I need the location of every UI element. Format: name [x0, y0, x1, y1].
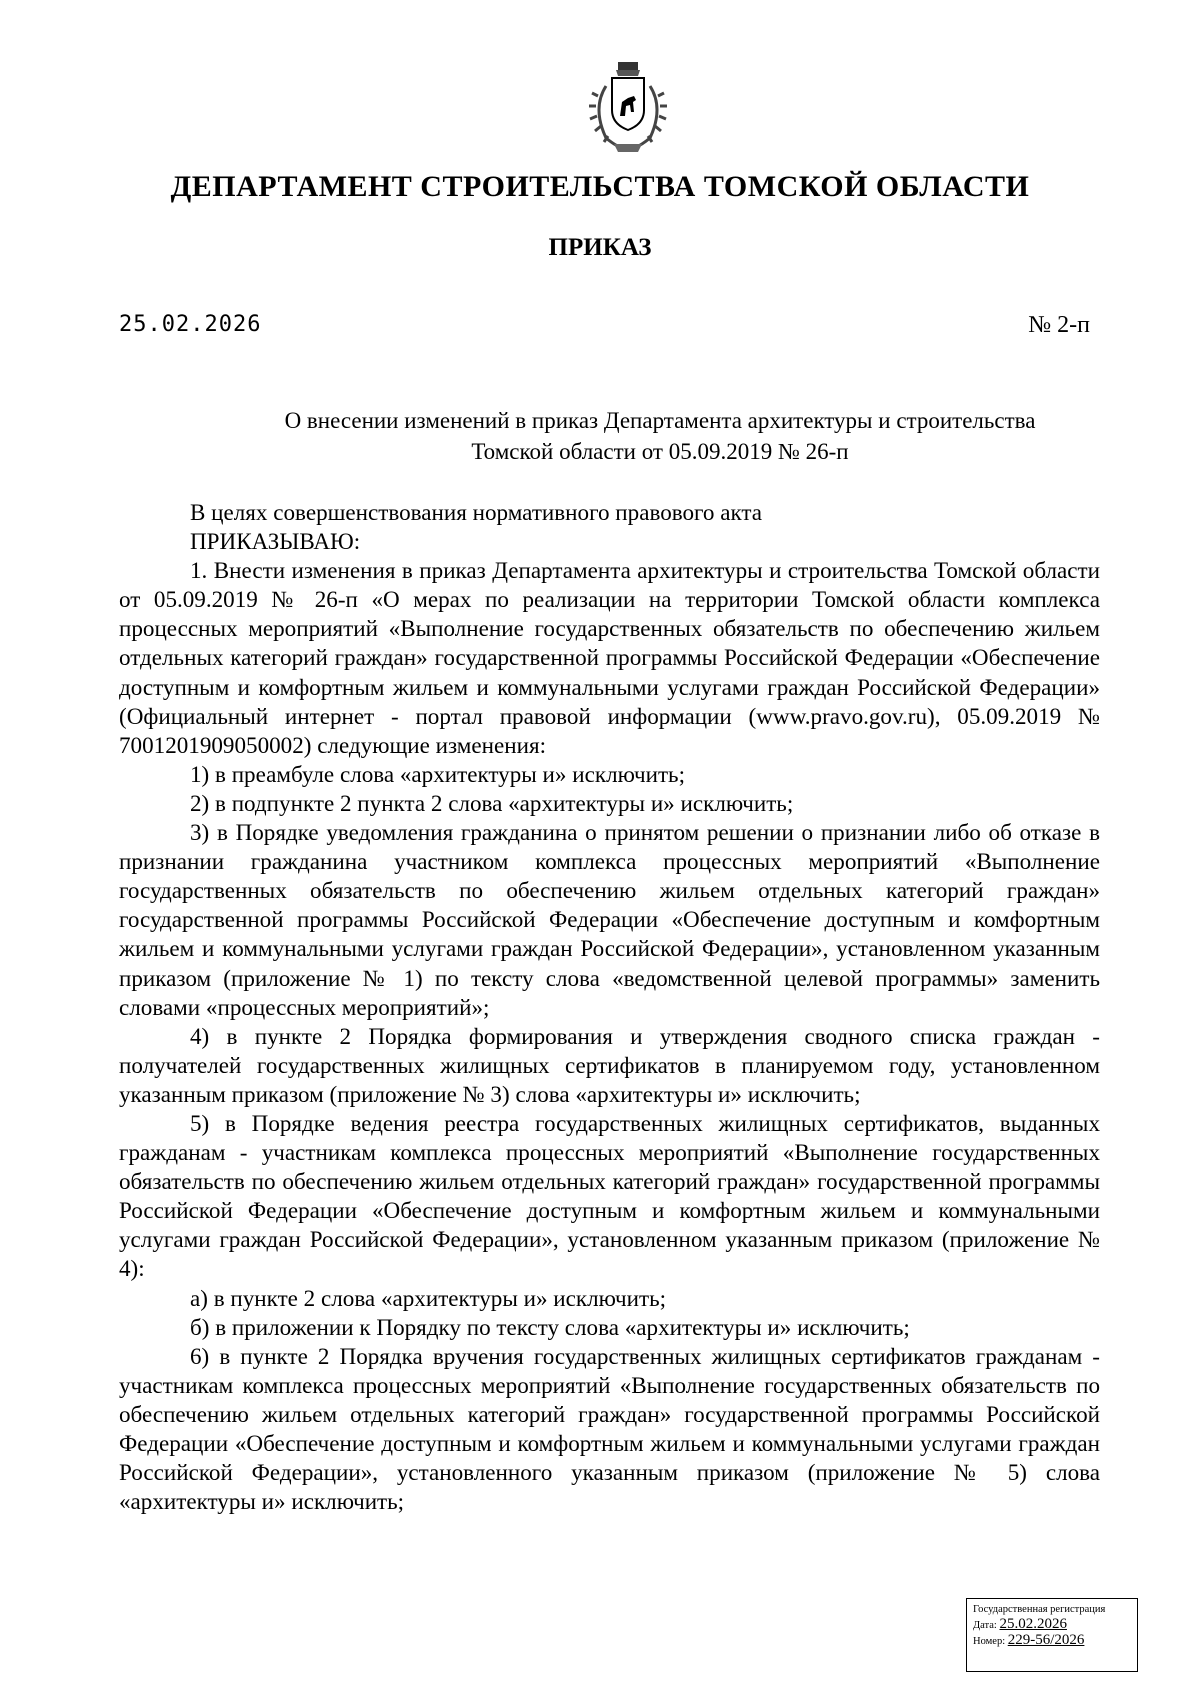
- document-type: ПРИКАЗ: [548, 234, 652, 261]
- document-date: 25.02.2026: [119, 312, 262, 337]
- stamp-title: Государственная регистрация: [973, 1604, 1106, 1615]
- stamp-number-value: 229-56/2026: [1007, 1632, 1085, 1648]
- document-number: № 2-п: [1028, 312, 1090, 338]
- registration-stamp: [966, 1598, 1138, 1672]
- stamp-date-label: Дата:: [973, 1620, 997, 1631]
- item-4: 4) в пункте 2 Порядка формирования и утверждения сводного списка граждан - получателей государственных жилищных сертификатов в планируемом году, установленном указанным приказом (приложение № 3) слова «архитектуры и» исключить;: [119, 1022, 1100, 1107]
- coat-of-arms-icon: [576, 56, 680, 160]
- organization-title: ДЕПАРТАМЕНТ СТРОИТЕЛЬСТВА ТОМСКОЙ ОБЛАСТИ: [170, 170, 1030, 203]
- stamp-number-label: Номер:: [973, 1636, 1006, 1647]
- paragraph-1: 1. Внести изменения в приказ Департамента архитектуры и строительства Томской области от 05.09.2019 № 26-п «О мерах по реализации на территории Томской области комплекса процессных мероприятий «Выполнение государственных обязательств по обеспечению жильем отдельных категорий граждан» государственной программы Российской Федерации «Обеспечение доступным и комфортным жильем и коммунальными услугами граждан Российской Федерации» (Официальный интернет - портал правовой информации (www.pravo.gov.ru), 05.09.2019 № 7001201909050002) следующие изменения:: [119, 557, 1100, 758]
- stamp-number-row: [973, 1633, 1131, 1649]
- item-1: 1) в преамбуле слова «архитектуры и» исключить;: [190, 760, 685, 787]
- subject-line-1: О внесении изменений в приказ Департамента архитектуры и строительства: [284, 408, 1036, 433]
- stamp-date-row: [973, 1617, 1131, 1633]
- item-6: 6) в пункте 2 Порядка вручения государственных жилищных сертификатов гражданам - участникам комплекса процессных мероприятий «Выполнение государственных обязательств по обеспечению жильем отдельных категорий граждан» государственной программы Российской Федерации «Обеспечение доступным и комфортным жильем и коммунальными услугами граждан Российской Федерации», установленного указанным приказом (приложение № 5) слова «архитектуры и» исключить;: [119, 1342, 1100, 1515]
- item-5a: а) в пункте 2 слова «архитектуры и» исключить;: [190, 1284, 667, 1311]
- document-subject: [220, 405, 1100, 467]
- subject-line-2: Томской области от 05.09.2019 № 26-п: [471, 439, 849, 464]
- preamble: В целях совершенствования нормативного правового акта: [190, 499, 763, 525]
- stamp-date-value: 25.02.2026: [999, 1616, 1067, 1632]
- item-3: 3) в Порядке уведомления гражданина о принятом решении о признании либо об отказе в признании гражданина участником комплекса процессных мероприятий «Выполнение государственных обязательств по обеспечению жильем отдельных категорий граждан» государственной программы Российской Федерации «Обеспечение доступным и комфортным жильем и коммунальными услугами граждан Российской Федерации», установленном указанным приказом (приложение № 1) по тексту слова «ведомственной целевой программы» заменить словами «процессных мероприятий»;: [119, 819, 1100, 1020]
- item-5: 5) в Порядке ведения реестра государственных жилищных сертификатов, выданных гражданам - участникам комплекса процессных мероприятий «Выполнение государственных обязательств по обеспечению жильем отдельных категорий граждан» государственной программы Российской Федерации «Обеспечение доступным и комфортным жильем и коммунальными услугами граждан Российской Федерации», установленном указанным приказом (приложение № 4):: [119, 1109, 1100, 1282]
- document-body: [119, 498, 1100, 1516]
- order-word: ПРИКАЗЫВАЮ:: [190, 528, 361, 555]
- item-5b: б) в приложении к Порядку по тексту слова «архитектуры и» исключить;: [190, 1313, 910, 1340]
- item-2: 2) в подпункте 2 пункта 2 слова «архитектуры и» исключить;: [190, 789, 794, 816]
